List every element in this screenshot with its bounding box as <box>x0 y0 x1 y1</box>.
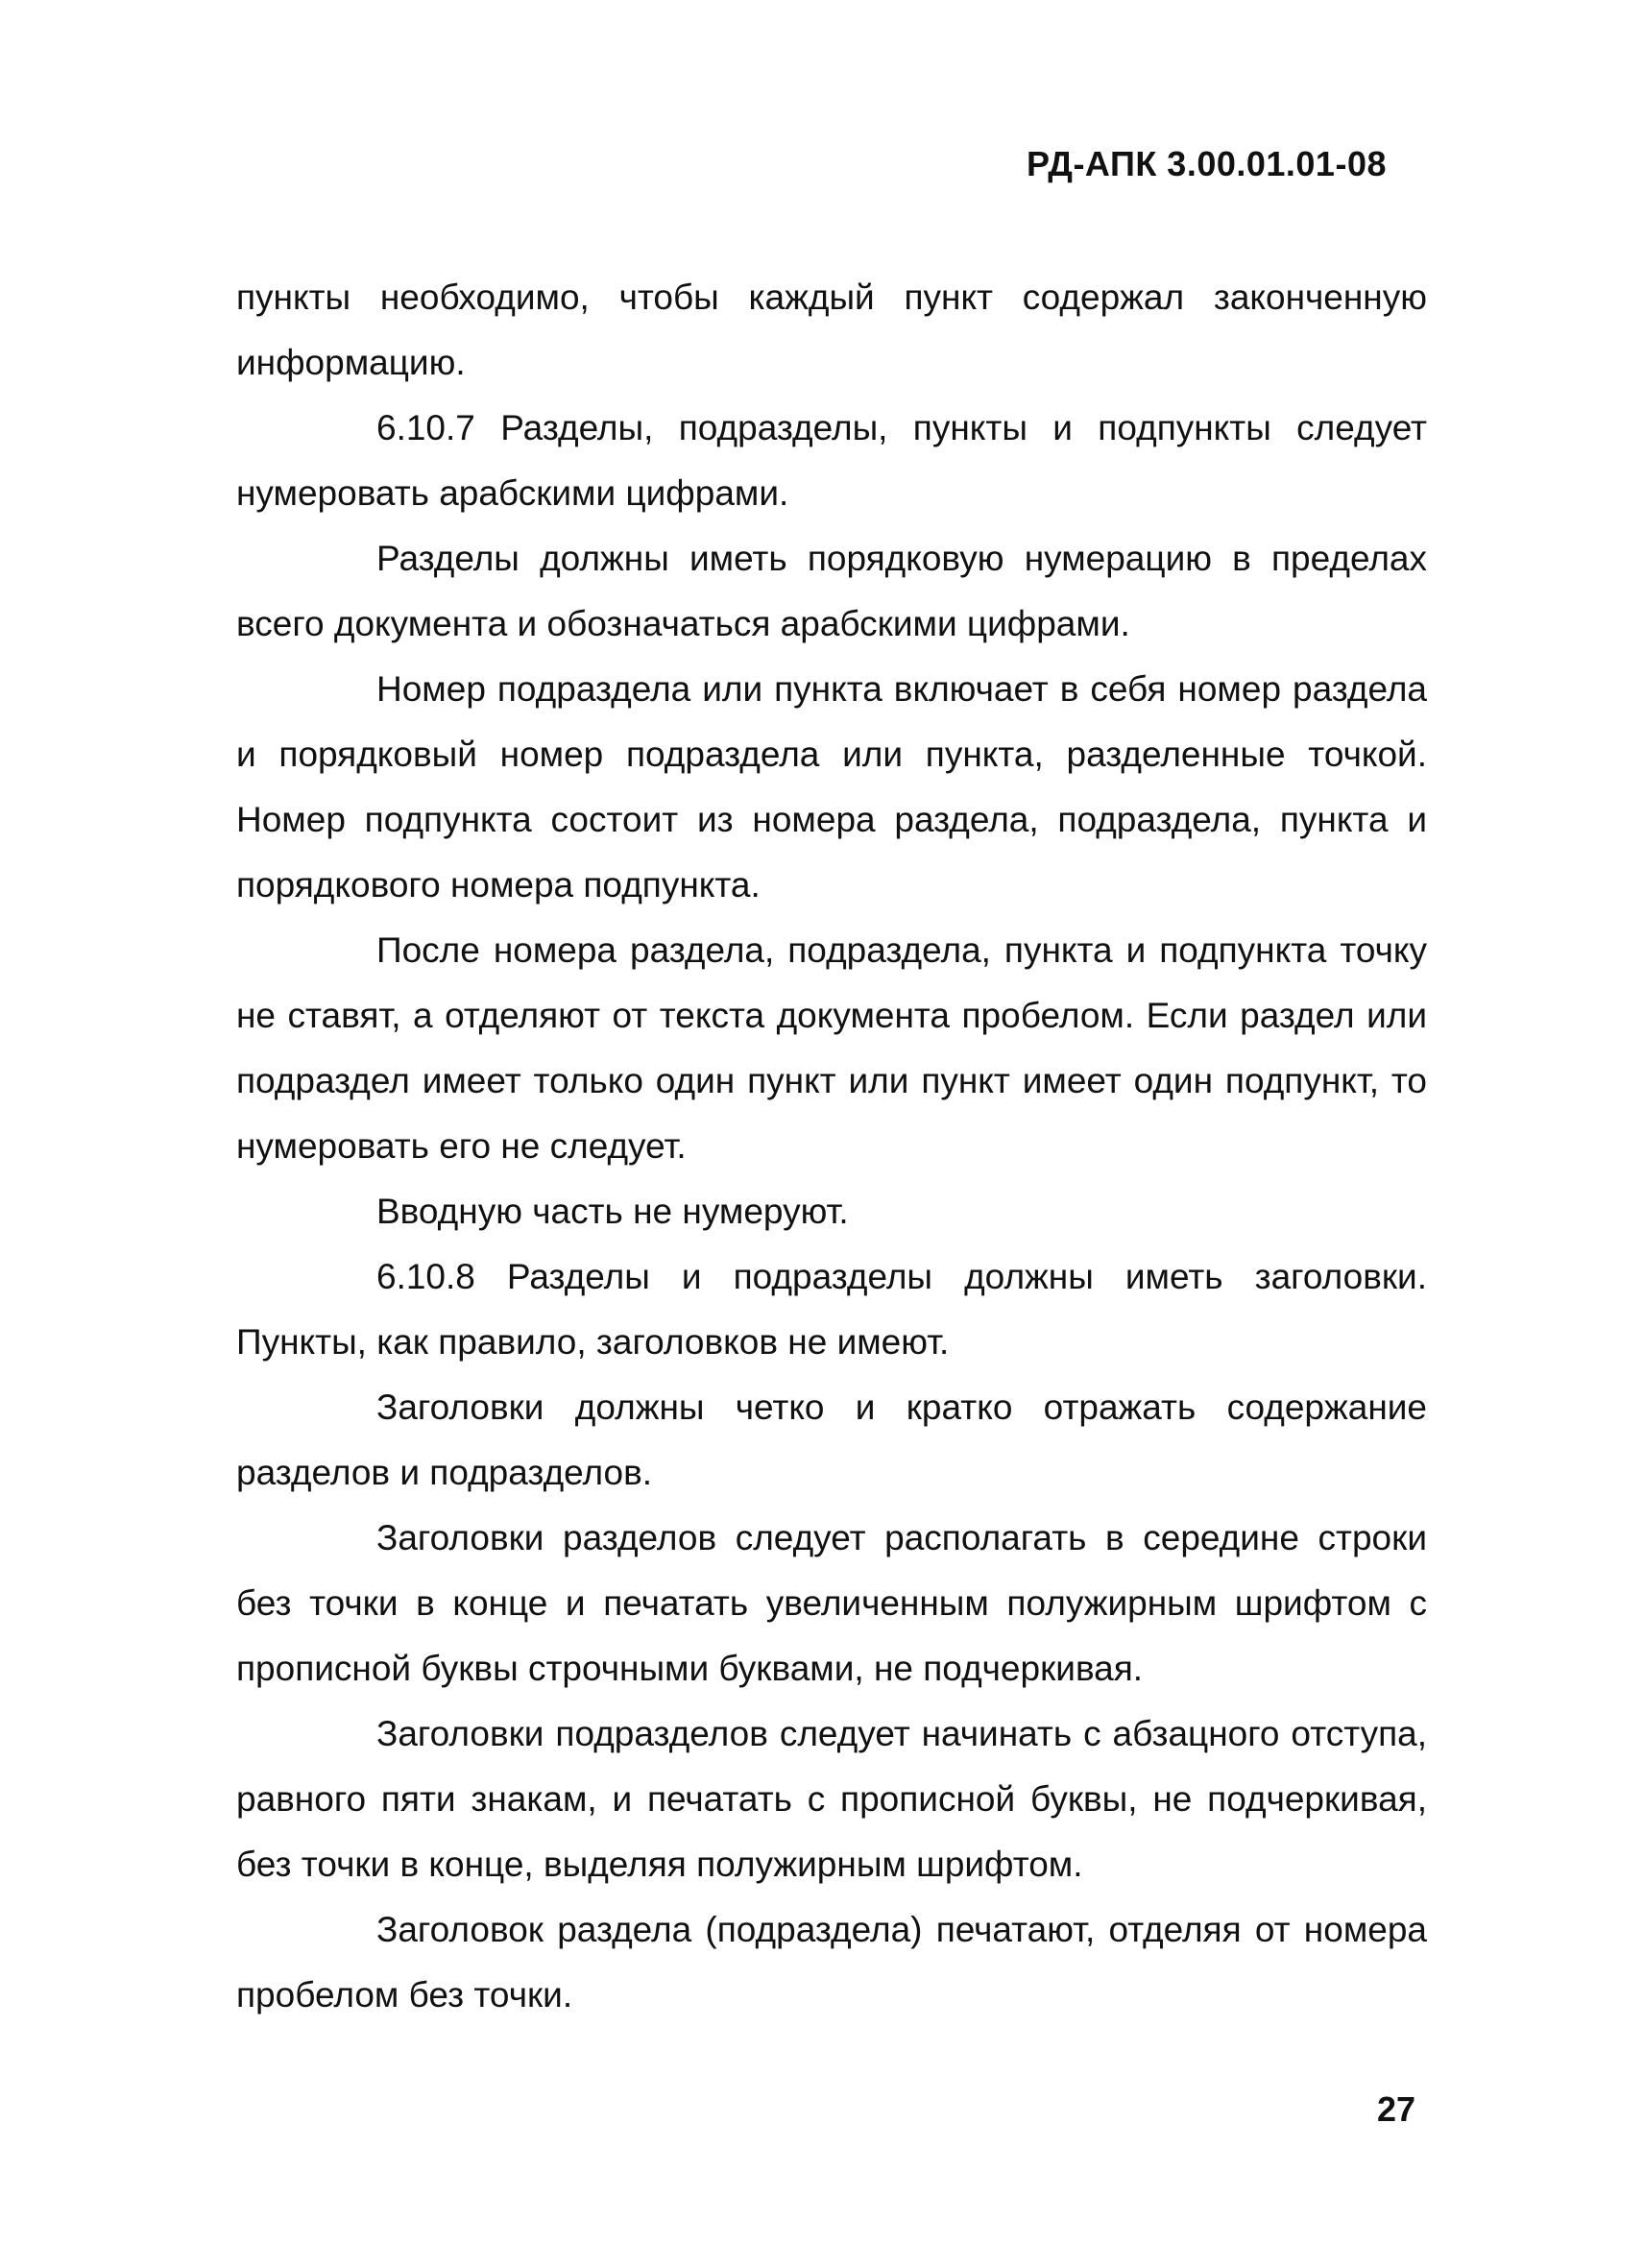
paragraph: Заголовок раздела (подраздела) печатают, отделяя от номера пробелом без точки. <box>236 1910 1427 2015</box>
document-code-header: РД-АПК 3.00.01.01-08 <box>1027 144 1387 183</box>
paragraph: Номер подраздела или пункта включает в себя номер раздела и порядковый номер подраздела или пункта, разделенные точкой. Номер подпункта состоит из номера раздела, подраздела, пункта и порядкового номера подпункта. <box>236 669 1427 905</box>
paragraph: Разделы должны иметь порядковую нумерацию в пределах всего документа и обозначаться арабскими цифрами. <box>236 539 1427 643</box>
paragraph: Заголовки разделов следует располагать в середине строки без точки в конце и печатать увеличенным полужирным шрифтом с прописной буквы строчными буквами, не подчеркивая. <box>236 1518 1427 1688</box>
paragraph-6-10-8: 6.10.8 Разделы и подразделы должны иметь заголовки. Пункты, как правило, заголовков не имеют. <box>236 1257 1427 1362</box>
paragraph: Вводную часть не нумеруют. <box>376 1192 849 1231</box>
page-number: 27 <box>1376 2089 1415 2129</box>
paragraph: После номера раздела, подраздела, пункта и подпункта точку не ставят, а отделяют от текста документа пробелом. Если раздел или подраздел имеет только один пункт или пункт имеет один подпункт, то нумеровать его не следует. <box>236 930 1427 1166</box>
paragraph: Заголовки должны четко и кратко отражать содержание разделов и подразделов. <box>236 1387 1427 1492</box>
paragraph-continuation: пункты необходимо, чтобы каждый пункт содержал законченную информацию. <box>236 277 1427 382</box>
paragraph-6-10-7: 6.10.7 Разделы, подразделы, пункты и подпункты следует нумеровать арабскими цифрами. <box>236 408 1427 513</box>
paragraph: Заголовки подразделов следует начинать с абзацного отступа, равного пяти знакам, и печатать с прописной буквы, не подчеркивая, без точки в конце, выделяя полужирным шрифтом. <box>236 1714 1427 1884</box>
document-body <box>236 265 1427 2028</box>
